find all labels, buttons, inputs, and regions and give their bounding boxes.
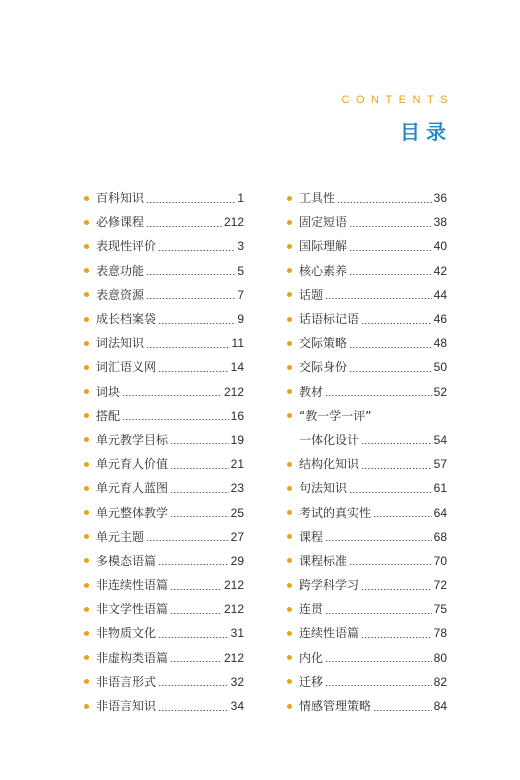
bullet-dot-icon xyxy=(84,389,89,394)
toc-entry[interactable] xyxy=(287,404,447,428)
toc-entry-title: 交际身份 xyxy=(299,360,348,375)
toc-entry[interactable] xyxy=(287,476,447,500)
toc-entry-page: 1 xyxy=(237,191,244,206)
toc-entry-page: 50 xyxy=(433,360,447,375)
toc-entry-page: 212 xyxy=(223,602,244,617)
bullet-dot-icon xyxy=(287,510,292,515)
bullet-dot-icon xyxy=(84,679,89,684)
toc-entry[interactable] xyxy=(287,525,447,549)
toc-entry-page: 27 xyxy=(230,529,244,544)
toc-entry-page: 40 xyxy=(433,239,447,254)
toc-entry-title: 工具性 xyxy=(299,191,336,206)
toc-entry-title: 单元育人价值 xyxy=(96,457,169,472)
toc-entry[interactable] xyxy=(287,355,447,379)
bullet-dot-icon xyxy=(84,486,89,491)
toc-entry[interactable] xyxy=(84,428,244,452)
dot-leader xyxy=(325,685,432,686)
toc-column-right xyxy=(287,186,447,718)
bullet-dot-icon xyxy=(287,558,292,563)
bullet-dot-icon xyxy=(287,196,292,201)
dot-leader xyxy=(349,250,432,251)
dot-leader xyxy=(325,613,432,614)
toc-entry-title: 跨学科学习 xyxy=(299,578,360,593)
dot-leader xyxy=(146,298,235,299)
bullet-dot-icon xyxy=(84,558,89,563)
bullet-dot-icon xyxy=(84,268,89,273)
toc-entry-page: 72 xyxy=(433,578,447,593)
bullet-dot-icon xyxy=(287,389,292,394)
bullet-dot-icon xyxy=(84,510,89,515)
toc-entry[interactable] xyxy=(84,210,244,234)
toc-entry-page: 34 xyxy=(230,699,244,714)
bullet-dot-icon xyxy=(287,655,292,660)
toc-entry[interactable] xyxy=(84,380,244,404)
bullet-dot-icon xyxy=(84,437,89,442)
toc-entry-title: 核心素养 xyxy=(299,263,348,278)
toc-entry-page: 21 xyxy=(230,457,244,472)
toc-entry[interactable] xyxy=(84,694,244,718)
toc-entry-title: 内化 xyxy=(299,650,324,665)
dot-leader xyxy=(349,371,432,372)
toc-entry[interactable] xyxy=(84,525,244,549)
dot-leader xyxy=(373,516,432,517)
toc-entry-page: 23 xyxy=(230,481,244,496)
toc-entry-title: 话题 xyxy=(299,287,324,302)
toc-entry-page: 75 xyxy=(433,602,447,617)
toc-entry-page: 52 xyxy=(433,384,447,399)
toc-entry-title: 表现性评价 xyxy=(96,239,157,254)
toc-entry-title: 句法知识 xyxy=(299,481,348,496)
dot-leader xyxy=(361,468,432,469)
toc-entry-title: 非虚构类语篇 xyxy=(96,650,169,665)
dot-leader xyxy=(158,685,229,686)
toc-entry-title: “教一学一评” xyxy=(299,408,372,423)
toc-entry-page: 5 xyxy=(237,263,244,278)
bullet-dot-icon xyxy=(287,244,292,249)
bullet-dot-icon xyxy=(84,704,89,709)
dot-leader xyxy=(373,419,445,420)
toc-entry-title: 多模态语篇 xyxy=(96,553,157,568)
dot-leader xyxy=(361,323,432,324)
bullet-dot-icon xyxy=(287,631,292,636)
toc-entry-page: 29 xyxy=(230,553,244,568)
toc-entry[interactable] xyxy=(84,573,244,597)
toc-entry-page: 212 xyxy=(223,384,244,399)
toc-entry-page: 78 xyxy=(433,626,447,641)
bullet-dot-icon xyxy=(84,655,89,660)
bullet-dot-icon xyxy=(287,220,292,225)
toc-entry-page: 38 xyxy=(433,215,447,230)
toc-entry[interactable] xyxy=(84,331,244,355)
toc-entry-page: 32 xyxy=(230,674,244,689)
toc-entry-title: 结构化知识 xyxy=(299,457,360,472)
dot-leader xyxy=(170,492,229,493)
bullet-dot-icon xyxy=(287,413,292,418)
dot-leader xyxy=(325,298,432,299)
bullet-dot-icon xyxy=(287,341,292,346)
toc-entry-title: 非语言知识 xyxy=(96,699,157,714)
toc-entry[interactable] xyxy=(287,452,447,476)
toc-entry[interactable] xyxy=(287,234,447,258)
toc-entry-page: 46 xyxy=(433,312,447,327)
toc-entry[interactable] xyxy=(287,428,447,452)
toc-entry[interactable] xyxy=(84,597,244,621)
toc-entry-page: 36 xyxy=(433,191,447,206)
dot-leader xyxy=(170,613,222,614)
bullet-dot-icon xyxy=(84,413,89,418)
toc-entry-title: 非语言形式 xyxy=(96,674,157,689)
bullet-dot-icon xyxy=(84,220,89,225)
toc-entry-title: 教材 xyxy=(299,384,324,399)
toc-entry[interactable] xyxy=(84,500,244,524)
toc-entry-page: 54 xyxy=(433,432,447,447)
dot-leader xyxy=(349,347,432,348)
toc-entry[interactable] xyxy=(84,186,244,210)
toc-entry[interactable] xyxy=(84,476,244,500)
dot-leader xyxy=(122,395,222,396)
bullet-dot-icon xyxy=(287,607,292,612)
dot-leader xyxy=(349,274,432,275)
toc-entry-title: 情感管理策略 xyxy=(299,699,372,714)
contents-heading-zh: 目录 xyxy=(400,120,452,144)
toc-entry-page: 68 xyxy=(433,529,447,544)
toc-entry[interactable] xyxy=(287,307,447,331)
dot-leader xyxy=(349,492,432,493)
dot-leader xyxy=(170,516,229,517)
dot-leader xyxy=(170,468,229,469)
toc-entry-title: 必修课程 xyxy=(96,215,145,230)
dot-leader xyxy=(349,226,432,227)
toc-entry-title: 单元育人蓝图 xyxy=(96,481,169,496)
bullet-dot-icon xyxy=(287,268,292,273)
bullet-dot-icon xyxy=(287,679,292,684)
bullet-dot-icon xyxy=(287,486,292,491)
dot-leader xyxy=(158,250,235,251)
dot-leader xyxy=(158,710,229,711)
bullet-dot-icon xyxy=(287,317,292,322)
toc-entry-page: 42 xyxy=(433,263,447,278)
dot-leader xyxy=(146,226,222,227)
toc-entry[interactable] xyxy=(84,307,244,331)
bullet-dot-icon xyxy=(287,292,292,297)
dot-leader xyxy=(373,710,432,711)
toc-entry-page: 70 xyxy=(433,553,447,568)
toc-entry-title: 一体化设计 xyxy=(299,432,360,447)
toc-entry-title: 成长档案袋 xyxy=(96,312,157,327)
dot-leader xyxy=(325,661,432,662)
bullet-dot-icon xyxy=(287,534,292,539)
toc-entry[interactable] xyxy=(287,380,447,404)
toc-column-left xyxy=(84,186,244,718)
toc-entry-title: 课程标准 xyxy=(299,553,348,568)
toc-entry-title: 交际策略 xyxy=(299,336,348,351)
toc-entry[interactable] xyxy=(287,621,447,645)
toc-entry-page: 9 xyxy=(237,312,244,327)
dot-leader xyxy=(361,637,432,638)
toc-entry-title: 话语标记语 xyxy=(299,312,360,327)
toc-entry[interactable] xyxy=(84,670,244,694)
toc-entry-page: 44 xyxy=(433,287,447,302)
dot-leader xyxy=(158,564,229,565)
toc-entry[interactable] xyxy=(84,355,244,379)
toc-entry-page: 31 xyxy=(230,626,244,641)
toc-entry-title: 搭配 xyxy=(96,408,121,423)
toc-entry-title: 表意功能 xyxy=(96,263,145,278)
toc-entry-page: 61 xyxy=(433,481,447,496)
toc-entry[interactable] xyxy=(84,452,244,476)
toc-entry-page: 82 xyxy=(433,674,447,689)
toc-entry-page: 48 xyxy=(433,336,447,351)
toc-entry-title: 考试的真实性 xyxy=(299,505,372,520)
dot-leader xyxy=(146,347,230,348)
bullet-dot-icon xyxy=(84,583,89,588)
dot-leader xyxy=(158,323,235,324)
toc-entry-page: 64 xyxy=(433,505,447,520)
toc-entry-title: 国际理解 xyxy=(299,239,348,254)
toc-entry-page: 212 xyxy=(223,215,244,230)
toc-entry-title: 词块 xyxy=(96,384,121,399)
contents-heading-en: CONTENTS xyxy=(341,94,454,106)
dot-leader xyxy=(146,540,229,541)
toc-entry-page: 80 xyxy=(433,650,447,665)
toc-entry[interactable] xyxy=(287,549,447,573)
toc-entry[interactable] xyxy=(287,331,447,355)
toc-entry-title: 表意资源 xyxy=(96,287,145,302)
dot-leader xyxy=(146,202,235,203)
bullet-dot-icon xyxy=(84,341,89,346)
toc-entry-page: 212 xyxy=(223,578,244,593)
toc-entry-page: 7 xyxy=(237,287,244,302)
toc-entry[interactable] xyxy=(287,186,447,210)
dot-leader xyxy=(337,202,432,203)
toc-entry-page: 25 xyxy=(230,505,244,520)
toc-entry[interactable] xyxy=(287,500,447,524)
toc-entry-page: 212 xyxy=(223,650,244,665)
toc-entry[interactable] xyxy=(287,573,447,597)
dot-leader xyxy=(361,443,432,444)
dot-leader xyxy=(170,589,222,590)
toc-entry[interactable] xyxy=(84,404,244,428)
dot-leader xyxy=(170,443,229,444)
bullet-dot-icon xyxy=(287,462,292,467)
bullet-dot-icon xyxy=(84,244,89,249)
toc-entry-title: 单元主题 xyxy=(96,529,145,544)
toc-entry[interactable] xyxy=(287,670,447,694)
dot-leader xyxy=(170,661,222,662)
toc-entry[interactable] xyxy=(84,621,244,645)
bullet-dot-icon xyxy=(287,704,292,709)
dot-leader xyxy=(158,637,229,638)
toc-entry-page: 84 xyxy=(433,699,447,714)
bullet-dot-icon xyxy=(84,365,89,370)
bullet-dot-icon xyxy=(84,462,89,467)
dot-leader xyxy=(361,589,432,590)
toc-entry-title: 连贯 xyxy=(299,602,324,617)
toc-entry-title: 迁移 xyxy=(299,674,324,689)
dot-leader xyxy=(122,419,229,420)
toc-entry[interactable] xyxy=(84,283,244,307)
toc-entry[interactable] xyxy=(84,259,244,283)
dot-leader xyxy=(146,274,235,275)
bullet-dot-icon xyxy=(84,196,89,201)
bullet-dot-icon xyxy=(287,365,292,370)
toc-entry-title: 非文学性语篇 xyxy=(96,602,169,617)
toc-entry-title: 百科知识 xyxy=(96,191,145,206)
toc-entry-title: 连续性语篇 xyxy=(299,626,360,641)
bullet-dot-icon xyxy=(84,317,89,322)
toc-entry[interactable] xyxy=(84,549,244,573)
bullet-dot-icon xyxy=(84,607,89,612)
toc-entry-title: 课程 xyxy=(299,529,324,544)
toc-entry-title: 非连续性语篇 xyxy=(96,578,169,593)
toc-entry-page: 3 xyxy=(237,239,244,254)
bullet-dot-icon xyxy=(84,292,89,297)
dot-leader xyxy=(158,371,229,372)
toc-entry-title: 单元整体教学 xyxy=(96,505,169,520)
bullet-dot-icon xyxy=(84,534,89,539)
toc-entry[interactable] xyxy=(84,646,244,670)
toc-entry[interactable] xyxy=(287,210,447,234)
dot-leader xyxy=(349,564,432,565)
toc-entry[interactable] xyxy=(287,694,447,718)
dot-leader xyxy=(325,540,432,541)
dot-leader xyxy=(325,395,432,396)
toc-entry-page: 16 xyxy=(230,408,244,423)
bullet-dot-icon xyxy=(287,583,292,588)
toc-entry-page: 11 xyxy=(231,336,244,351)
toc-entry-page: 14 xyxy=(230,360,244,375)
toc-entry-title: 词汇语义网 xyxy=(96,360,157,375)
toc-entry[interactable] xyxy=(287,283,447,307)
toc-entry-page: 57 xyxy=(433,457,447,472)
toc-entry[interactable] xyxy=(287,646,447,670)
toc-entry-title: 固定短语 xyxy=(299,215,348,230)
toc-entry-title: 非物质文化 xyxy=(96,626,157,641)
toc-entry[interactable] xyxy=(287,259,447,283)
toc-entry-page: 19 xyxy=(230,432,244,447)
bullet-dot-icon xyxy=(84,631,89,636)
toc-entry-title: 单元教学目标 xyxy=(96,432,169,447)
toc-entry[interactable] xyxy=(84,234,244,258)
toc-entry[interactable] xyxy=(287,597,447,621)
toc-entry-title: 词法知识 xyxy=(96,336,145,351)
